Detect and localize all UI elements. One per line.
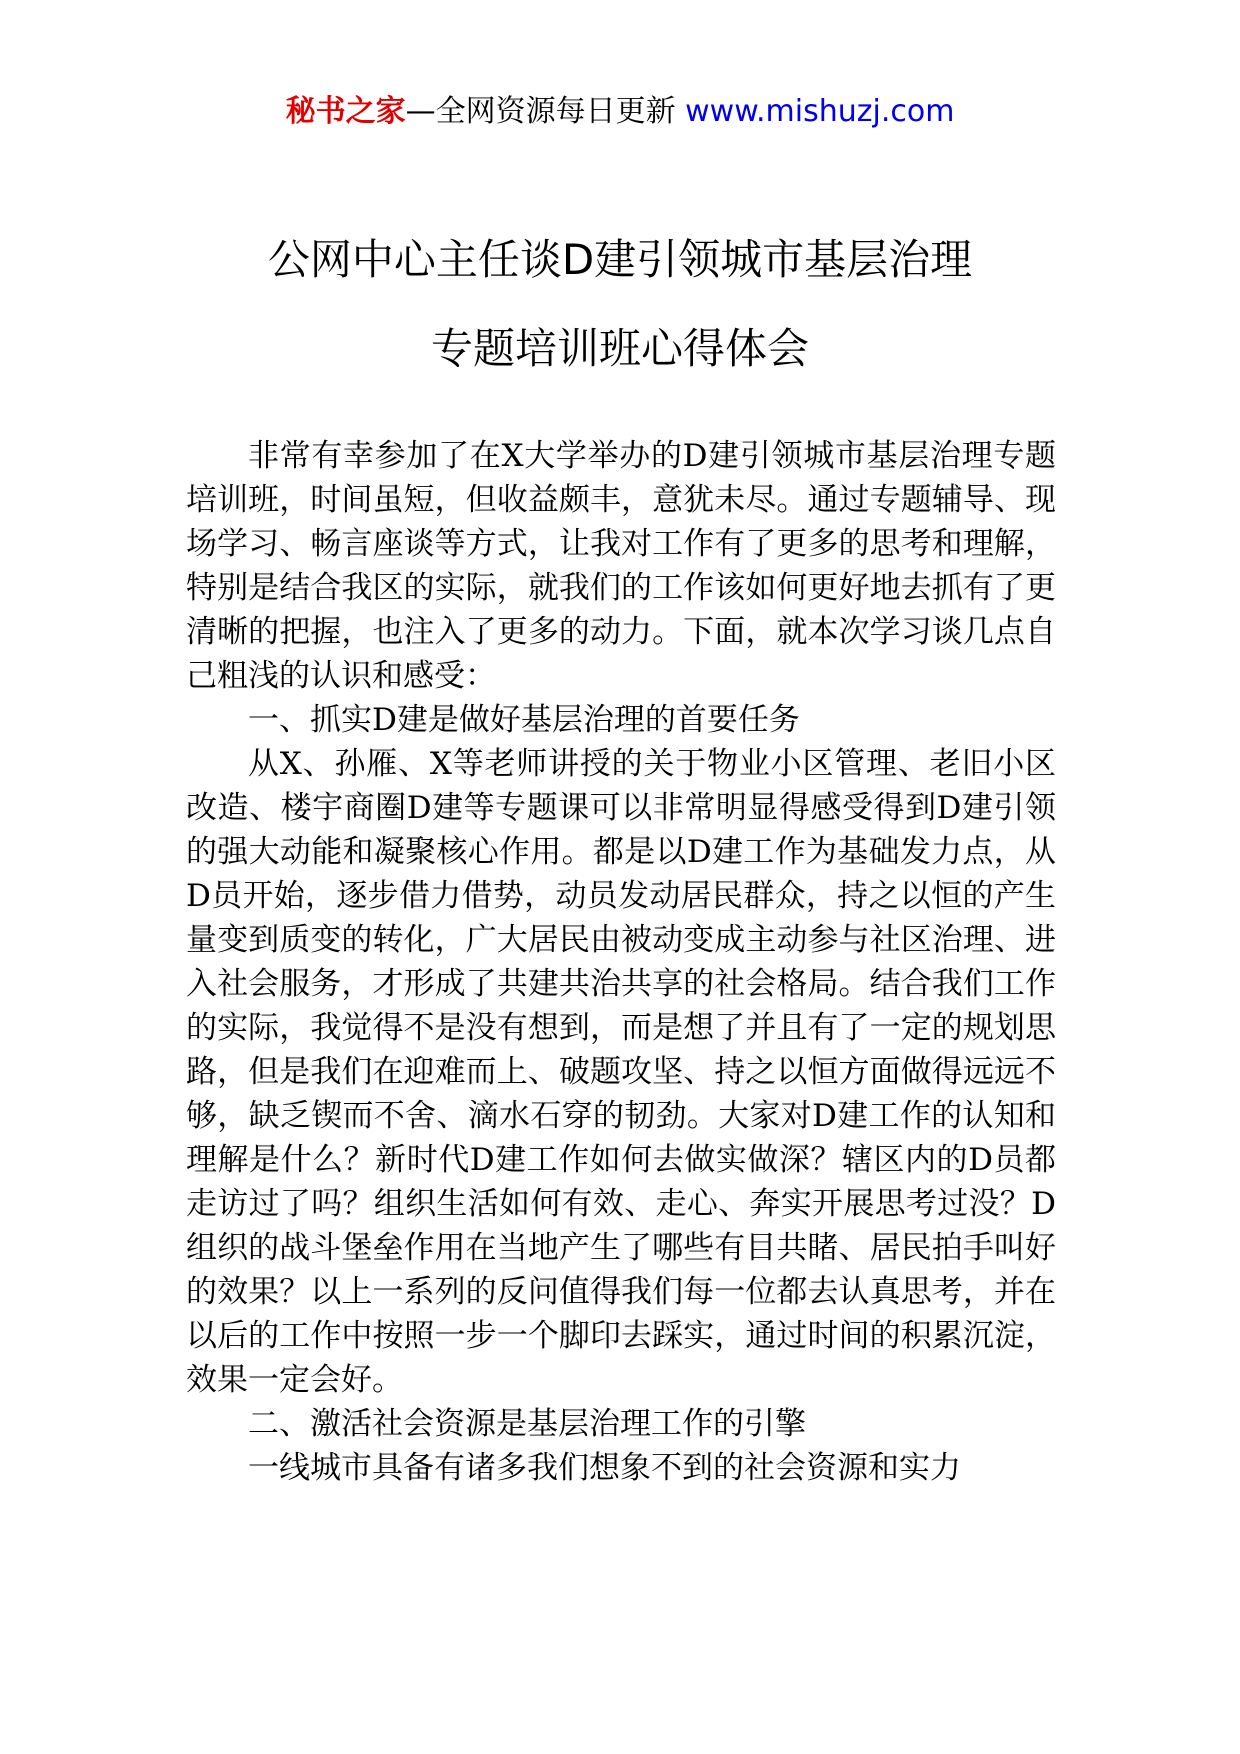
- document-body: [186, 434, 1056, 1490]
- document-title-line-1: 公网中心主任谈D建引领城市基层治理: [267, 235, 973, 284]
- document-title-line-2: 专题培训班心得体会: [430, 324, 809, 373]
- site-brand: 秘书之家: [285, 94, 406, 129]
- body-paragraph-section-2: 一线城市具备有诸多我们想象不到的社会资源和实力: [248, 1450, 961, 1486]
- section-heading-1: 一、抓实D建是做好基层治理的首要任务: [248, 702, 800, 738]
- body-paragraph-intro: 非常有幸参加了在X大学举办的D建引领城市基层治理专题培训班，时间虽短，但收益颇丰，意犹未尽。通过专题辅导、现场学习、畅言座谈等方式，让我对工作有了更多的思考和理解，特别是结合我区的实际，就我们的工作该如何更好地去抓有了更清晰的把握，也注入了更多的动力。下面，就本次学习谈几点自己粗浅的认识和感受：: [186, 438, 1056, 694]
- section-heading-2: 二、激活社会资源是基层治理工作的引擎: [248, 1406, 806, 1442]
- body-paragraph-section-1: 从X、孙雁、X等老师讲授的关于物业小区管理、老旧小区改造、楼宇商圈D建等专题课可以非常明显得感受得到D建引领的强大动能和凝聚核心作用。都是以D建工作为基础发力点，从D员开始，逐步借力借势，动员发动居民群众，持之以恒的产生量变到质变的转化，广大居民由被动变成主动参与社区治理、进入社会服务，才形成了共建共治共享的社会格局。结合我们工作的实际，我觉得不是没有想到，而是想了并且有了一定的规划思路，但是我们在迎难而上、破题攻坚、持之以恒方面做得远远不够，缺乏锲而不舍、滴水石穿的韧劲。大家对D建工作的认知和理解是什么？新时代D建工作如何去做实做深？辖区内的D员都走访过了吗？组织生活如何有效、走心、奔实开展思考过没？D组织的战斗堡垒作用在当地产生了哪些有目共睹、居民拍手叫好的效果？以上一系列的反问值得我们每一位都去认真思考，并在以后的工作中按照一步一个脚印去踩实，通过时间的积累沉淀，效果一定会好。: [186, 746, 1056, 1398]
- site-header: [0, 92, 1240, 132]
- site-url-link[interactable]: www.mishuzj.com: [685, 94, 955, 129]
- site-tagline: —全网资源每日更新: [405, 94, 676, 129]
